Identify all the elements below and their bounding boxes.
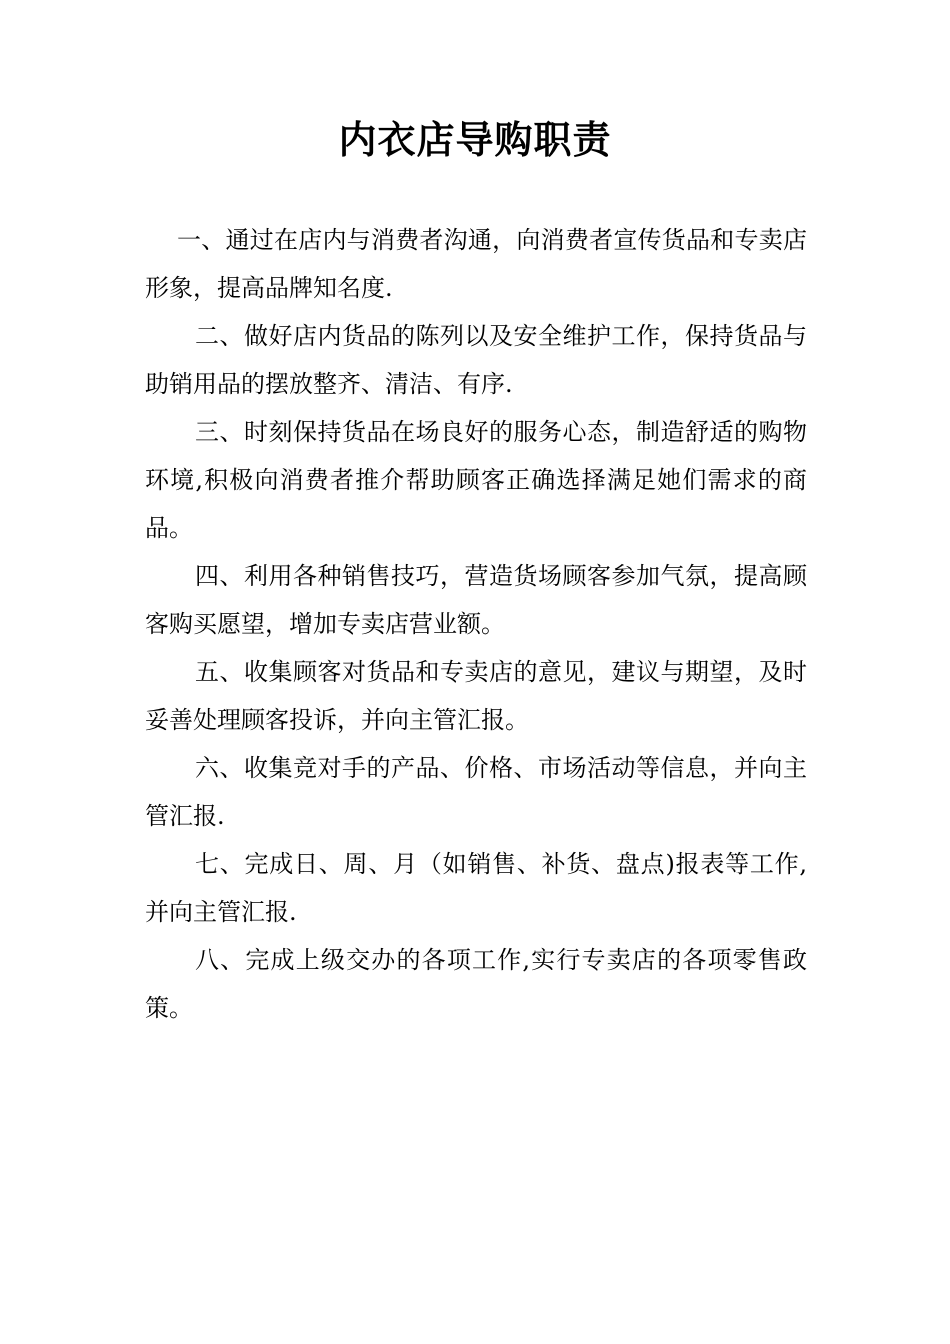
document-title: 内衣店导购职责 bbox=[338, 117, 612, 162]
duty-paragraph-8: 八、完成上级交办的各项工作,实行专卖店的各项零售政策。 bbox=[145, 946, 807, 1022]
duty-paragraph-1: 一、通过在店内与消费者沟通，向消费者宣传货品和专卖店形象，提高品牌知名度. bbox=[145, 226, 807, 302]
duty-paragraph-5: 五、收集顾客对货品和专卖店的意见，建议与期望，及时妥善处理顾客投诉，并向主管汇报。 bbox=[145, 658, 807, 734]
duty-paragraph-4: 四、利用各种销售技巧，营造货场顾客参加气氛，提高顾客购买愿望，增加专卖店营业额。 bbox=[145, 562, 807, 638]
document-body bbox=[145, 216, 807, 1032]
duty-paragraph-7: 七、完成日、周、月（如销售、补货、盘点)报表等工作,并向主管汇报. bbox=[145, 850, 807, 926]
duty-paragraph-6: 六、收集竞对手的产品、价格、市场活动等信息，并向主管汇报. bbox=[145, 754, 807, 830]
duty-paragraph-3: 三、时刻保持货品在场良好的服务心态，制造舒适的购物环境,积极向消费者推介帮助顾客正确选择满足她们需求的商品。 bbox=[145, 418, 807, 542]
duty-paragraph-2: 二、做好店内货品的陈列以及安全维护工作，保持货品与助销用品的摆放整齐、清洁、有序. bbox=[145, 322, 807, 398]
